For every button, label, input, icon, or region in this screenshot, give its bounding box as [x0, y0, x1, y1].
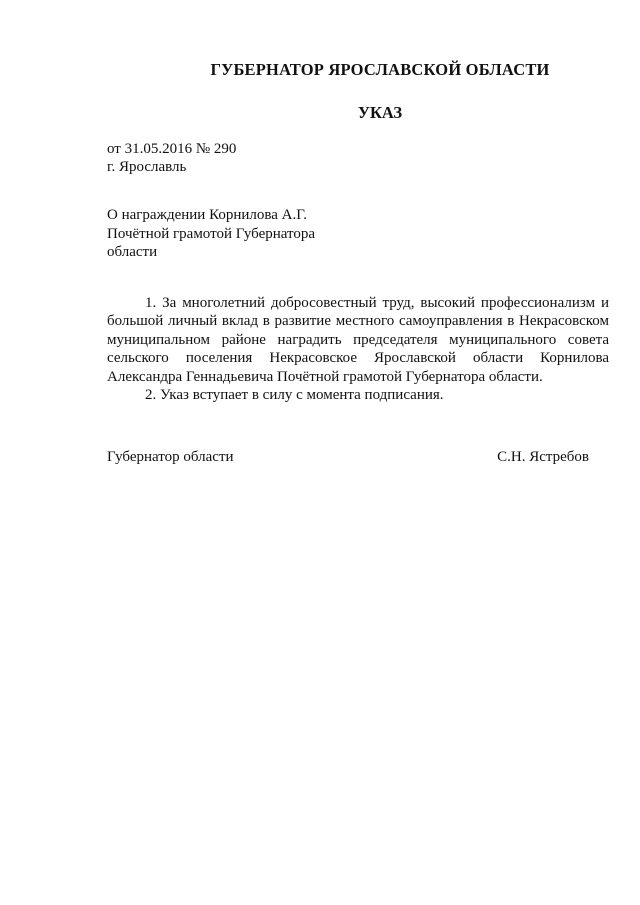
subject-line: О награждении Корнилова А.Г.	[107, 207, 307, 223]
document-body	[107, 294, 609, 404]
body-paragraph: 2. Указ вступает в силу с момента подписания.	[145, 387, 444, 404]
document-type-title: УКАЗ	[357, 103, 403, 122]
signatory-name: С.Н. Ястребов	[497, 449, 589, 465]
subject-line: области	[107, 244, 158, 260]
signature-block	[107, 449, 589, 466]
subject-line: Почётной грамотой Губернатора	[107, 225, 316, 242]
signatory-position: Губернатор области	[107, 449, 234, 465]
city: г. Ярославль	[107, 159, 187, 175]
document-meta	[107, 140, 236, 176]
body-paragraph: 1. За многолетний добросовестный труд, высокий профессионализм и большой личный вклад в развитие местного самоуправления в Некрасовском муниципальном районе наградить председателя муниципального совета сельского поселения Некрасовское Ярославской области Корнилова Александра Геннадьевича Почётной грамотой Губернатора области.	[107, 295, 609, 385]
document-subject	[107, 206, 315, 262]
authority-title: ГУБЕРНАТОР ЯРОСЛАВСКОЙ ОБЛАСТИ	[210, 60, 550, 79]
date-number: от 31.05.2016 № 290	[107, 141, 237, 157]
